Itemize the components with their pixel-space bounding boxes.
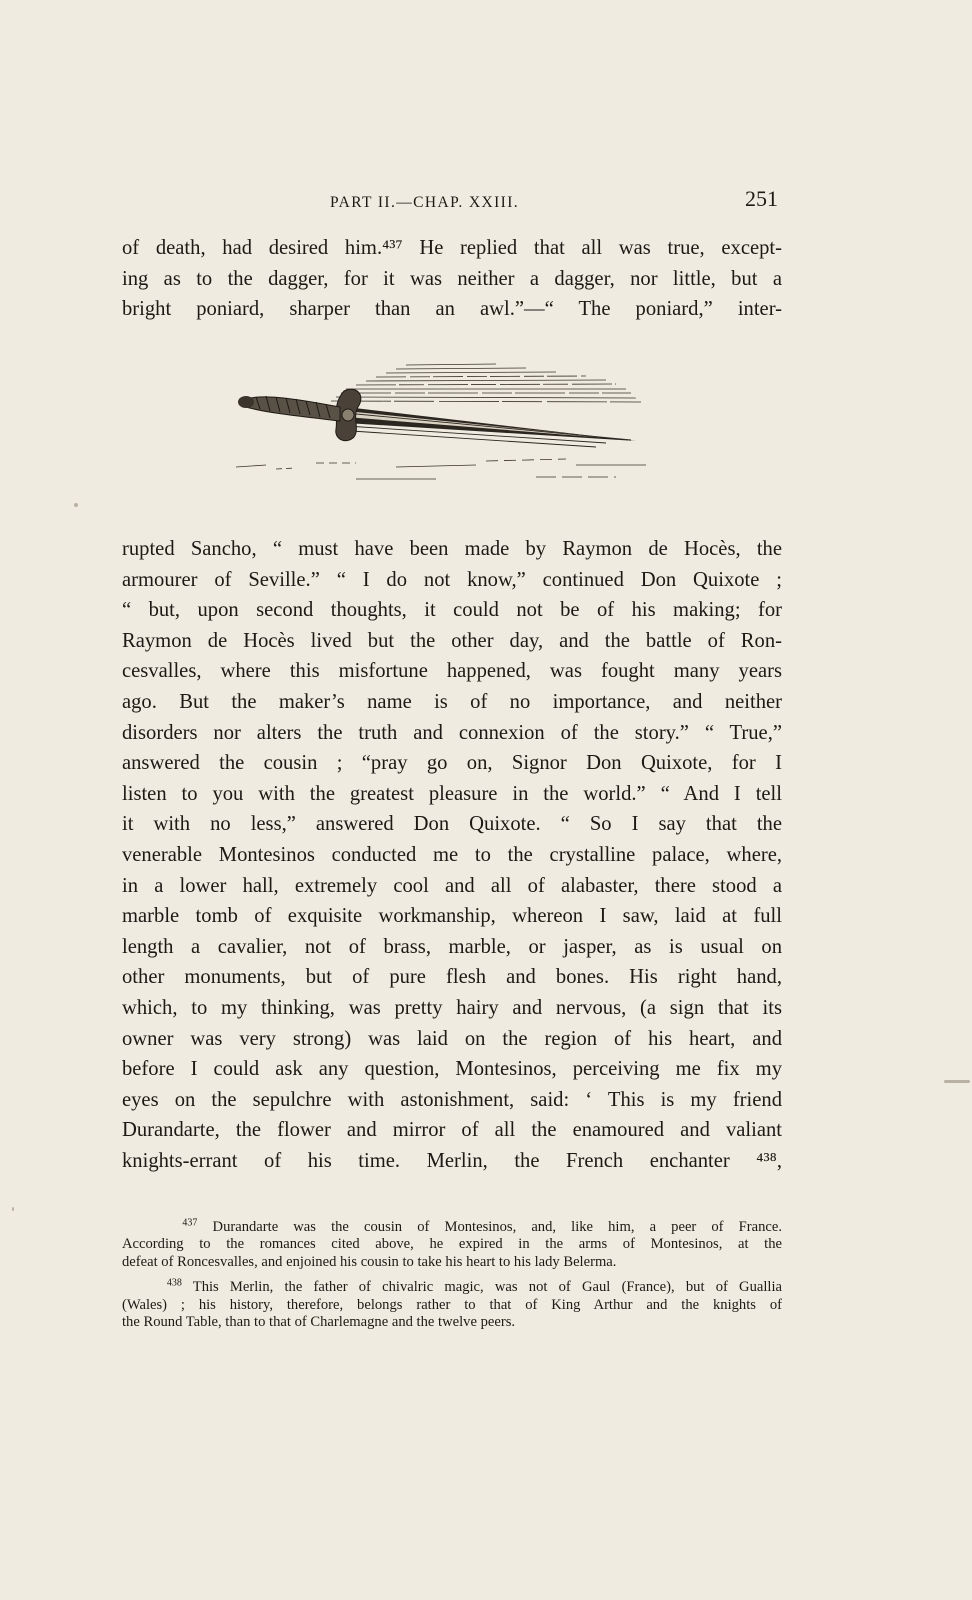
body-line: in a lower hall, extremely cool and all of alabaster, there stood a xyxy=(122,874,782,897)
body-line: ing as to the dagger, for it was neither a dagger, nor little, but a xyxy=(122,267,782,290)
body-line: it with no less,” answered Don Quixote. “ So I say that the xyxy=(122,813,782,836)
body-line: owner was very strong) was laid on the region of his heart, and xyxy=(122,1027,782,1050)
running-head xyxy=(122,186,782,216)
paper-speck xyxy=(74,503,78,507)
footnote-line: defeat of Roncesvalles, and enjoined his cousin to take his heart to his lady Belerma. xyxy=(122,1253,617,1270)
footnote-line xyxy=(122,1219,782,1236)
footnote-marker: 437 xyxy=(182,1217,198,1229)
footnote-text: This Merlin, the father of chivalric magic, was not of Gaul (France), but of Guallia xyxy=(192,1279,783,1296)
footnote-line: the Round Table, than to that of Charlemagne and the twelve peers. xyxy=(122,1313,516,1330)
body-line: marble tomb of exquisite workmanship, whereon I saw, laid at full xyxy=(122,905,782,928)
body-paragraph-bottom xyxy=(122,534,782,1176)
paper-speck xyxy=(944,1080,970,1083)
paper-speck xyxy=(12,1207,14,1211)
footnote-438 xyxy=(122,1279,782,1331)
body-line: which, to my thinking, was pretty hairy and nervous, (a sign that its xyxy=(122,996,782,1019)
body-line: other monuments, but of pure flesh and bones. His right hand, xyxy=(122,966,782,989)
body-line: eyes on the sepulchre with astonishment, said: ‘ This is my friend xyxy=(122,1088,782,1111)
running-title: PART II.—CHAP. XXIII. xyxy=(330,194,520,211)
body-line: answered the cousin ; “pray go on, Signor Don Quixote, for I xyxy=(122,752,782,775)
footnotes xyxy=(122,1219,782,1331)
body-line: before I could ask any question, Montesinos, perceiving me fix my xyxy=(122,1058,782,1081)
body-line: bright poniard, sharper than an awl.”—“ The poniard,” inter- xyxy=(122,298,782,321)
body-line: ago. But the maker’s name is of no importance, and neither xyxy=(122,690,782,713)
body-paragraph-top xyxy=(122,233,782,325)
body-line: of death, had desired him.⁴³⁷ He replied that all was true, except- xyxy=(122,237,782,259)
body-line: rupted Sancho, “ must have been made by Raymon de Hocès, the xyxy=(122,538,782,560)
body-line: Raymon de Hocès lived but the other day, and the battle of Ron- xyxy=(122,629,782,652)
footnote-line: According to the romances cited above, he expired in the arms of Montesinos, at the xyxy=(122,1236,782,1253)
body-line: listen to you with the greatest pleasure in the world.” “ And I tell xyxy=(122,782,782,805)
body-line: knights-errant of his time. Merlin, the French enchanter ⁴³⁸, xyxy=(122,1149,782,1172)
body-line: armourer of Seville.” “ I do not know,” continued Don Quixote ; xyxy=(122,568,782,591)
page-number: 251 xyxy=(745,186,778,211)
footnote-text: Durandarte was the cousin of Montesinos, and, like him, a peer of France. xyxy=(212,1219,783,1235)
body-line: venerable Montesinos conducted me to the crystalline palace, where, xyxy=(122,843,782,866)
footnote-line xyxy=(122,1279,782,1296)
footnote-marker: 438 xyxy=(166,1277,182,1289)
body-line: cesvalles, where this misfortune happened, was fought many years xyxy=(122,660,782,683)
body-line: disorders nor alters the truth and connexion of the story.” “ True,” xyxy=(122,721,782,744)
footnote-437 xyxy=(122,1219,782,1271)
body-line: Durandarte, the flower and mirror of all the enamoured and valiant xyxy=(122,1119,782,1142)
dagger-engraving-icon xyxy=(236,355,666,495)
body-line: “ but, upon second thoughts, it could not be of his making; for xyxy=(122,599,782,622)
footnote-line: (Wales) ; his history, therefore, belongs rather to that of King Arthur and the knights of xyxy=(122,1296,782,1313)
body-line: length a cavalier, not of brass, marble, or jasper, as is usual on xyxy=(122,935,782,958)
